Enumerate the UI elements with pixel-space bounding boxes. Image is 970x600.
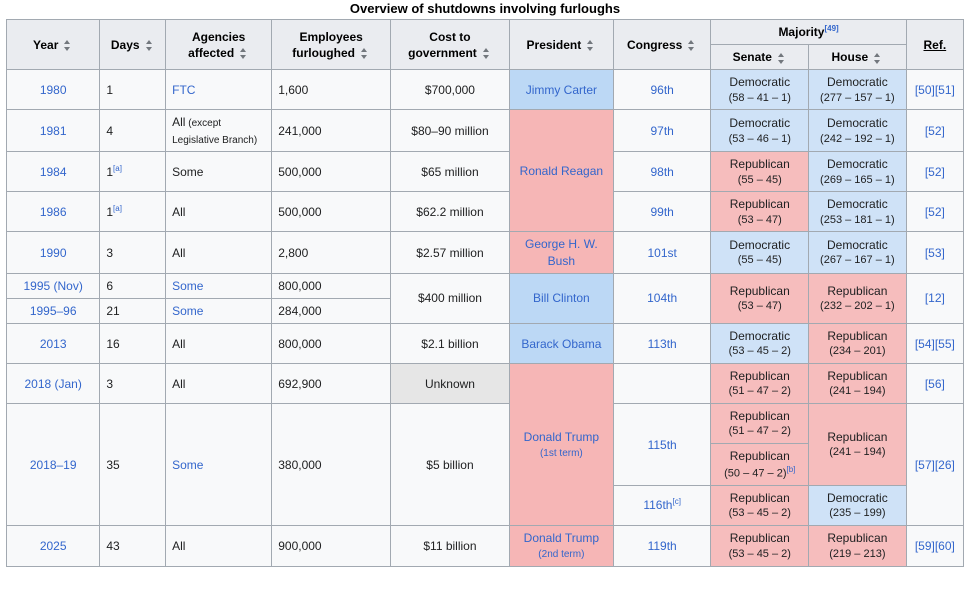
cell-employees: 800,000 [272, 273, 391, 298]
cell-ref[interactable]: [52] [906, 192, 963, 232]
col-header-cost[interactable]: Cost to government [391, 20, 510, 70]
cell-days: 43 [100, 526, 166, 567]
cell-agencies: Some [166, 152, 272, 192]
cell-president[interactable]: Ronald Reagan [509, 110, 613, 232]
col-header-employees[interactable]: Employees furloughed [272, 20, 391, 70]
cell-agencies: All [166, 232, 272, 273]
cell-house: Republican (232 – 202 – 1) [809, 273, 907, 323]
footnote-marker[interactable]: [a] [113, 203, 122, 213]
cell-ref[interactable]: [52] [906, 110, 963, 152]
sort-icon[interactable] [776, 53, 787, 64]
cell-house: Democratic (242 – 192 – 1) [809, 110, 907, 152]
cell-cost: $5 billion [391, 404, 510, 526]
cell-house: Democratic (269 – 165 – 1) [809, 152, 907, 192]
cell-congress[interactable]: 96th [613, 70, 711, 110]
footnote-marker[interactable]: [b] [786, 464, 796, 474]
cell-senate: Republican (53 – 47) [711, 273, 809, 323]
cell-days: 3 [100, 364, 166, 404]
cell-days: 4 [100, 110, 166, 152]
cell-senate: Republican (55 – 45) [711, 152, 809, 192]
cell-agencies[interactable]: Some [166, 404, 272, 526]
cell-congress[interactable]: 104th [613, 273, 711, 323]
cell-employees: 380,000 [272, 404, 391, 526]
cell-house: Democratic (277 – 157 – 1) [809, 70, 907, 110]
cell-employees: 900,000 [272, 526, 391, 567]
cell-president[interactable]: Donald Trump (2nd term) [509, 526, 613, 567]
cell-senate: Democratic (55 – 45) [711, 232, 809, 273]
cell-ref[interactable]: [54][55] [906, 324, 963, 364]
cell-president[interactable]: Bill Clinton [509, 273, 613, 323]
cell-year[interactable]: 1995–96 [7, 299, 100, 324]
cell-cost: $400 million [391, 273, 510, 323]
cell-senate: Republican (51 – 47 – 2) [711, 404, 809, 444]
cell-senate: Republican (50 – 47 – 2)[b] [711, 444, 809, 486]
cell-employees: 692,900 [272, 364, 391, 404]
cell-congress[interactable]: 99th [613, 192, 711, 232]
cell-employees: 284,000 [272, 299, 391, 324]
cell-days: 1 [100, 70, 166, 110]
cell-year[interactable]: 1986 [7, 192, 100, 232]
cell-congress[interactable]: 119th [613, 526, 711, 567]
cell-agencies: All [166, 324, 272, 364]
cell-president[interactable]: Jimmy Carter [509, 70, 613, 110]
cell-days: 1[a] [100, 192, 166, 232]
cell-congress[interactable]: 98th [613, 152, 711, 192]
cell-employees: 241,000 [272, 110, 391, 152]
cell-president[interactable]: Barack Obama [509, 324, 613, 364]
cell-ref[interactable]: [56] [906, 364, 963, 404]
cell-ref[interactable]: [12] [906, 273, 963, 323]
president-term: (2nd term) [538, 549, 585, 561]
sort-icon[interactable] [686, 40, 697, 51]
cell-agencies[interactable]: Some [166, 273, 272, 298]
cell-year[interactable]: 1981 [7, 110, 100, 152]
table-row [7, 364, 964, 404]
cell-president[interactable]: Donald Trump (1st term) [509, 364, 613, 526]
cell-senate: Democratic (53 – 45 – 2) [711, 324, 809, 364]
cell-year[interactable]: 2018–19 [7, 404, 100, 526]
table-row [7, 192, 964, 232]
cell-senate: Republican (53 – 45 – 2) [711, 526, 809, 567]
cell-congress[interactable]: 97th [613, 110, 711, 152]
cell-cost: $11 billion [391, 526, 510, 567]
cell-employees: 500,000 [272, 192, 391, 232]
cell-house: Republican (241 – 194) [809, 404, 907, 486]
cell-year[interactable]: 1980 [7, 70, 100, 110]
cell-cost: $2.57 million [391, 232, 510, 273]
cell-cost: Unknown [391, 364, 510, 404]
table-row [7, 324, 964, 364]
table-row [7, 404, 964, 444]
cell-congress [613, 364, 711, 404]
cell-house: Democratic (267 – 167 – 1) [809, 232, 907, 273]
footnote-marker[interactable]: [a] [113, 163, 122, 173]
cell-days: 21 [100, 299, 166, 324]
table-row [7, 152, 964, 192]
col-header-president[interactable]: President [509, 20, 613, 70]
cell-year[interactable]: 1990 [7, 232, 100, 273]
cell-year[interactable]: 1984 [7, 152, 100, 192]
cell-president[interactable]: George H. W. Bush [509, 232, 613, 273]
cell-house: Democratic (253 – 181 – 1) [809, 192, 907, 232]
sort-icon[interactable] [62, 40, 73, 51]
table-row [7, 526, 964, 567]
cell-senate: Republican (53 – 45 – 2) [711, 486, 809, 526]
sort-icon[interactable] [359, 48, 370, 59]
col-header-ref: Ref. [906, 20, 963, 70]
cell-cost: $62.2 million [391, 192, 510, 232]
cell-days: 3 [100, 232, 166, 273]
cell-senate: Democratic (58 – 41 – 1) [711, 70, 809, 110]
cell-house: Democratic (235 – 199) [809, 486, 907, 526]
cell-ref[interactable]: [59][60] [906, 526, 963, 567]
cell-year[interactable]: 1995 (Nov) [7, 273, 100, 298]
sort-icon[interactable] [585, 40, 596, 51]
cell-agencies[interactable]: Some [166, 299, 272, 324]
col-header-majority: Majority[49] [711, 20, 906, 45]
cell-ref[interactable]: [50][51] [906, 70, 963, 110]
cell-ref[interactable]: [52] [906, 152, 963, 192]
cell-congress[interactable]: 101st [613, 232, 711, 273]
president-term: (1st term) [539, 447, 583, 459]
sort-icon[interactable] [144, 40, 155, 51]
table-row [7, 110, 964, 152]
cell-senate: Republican (53 – 47) [711, 192, 809, 232]
cell-cost: $2.1 billion [391, 324, 510, 364]
cell-agencies: All (except Legislative Branch) [166, 110, 272, 152]
cell-senate: Democratic (53 – 46 – 1) [711, 110, 809, 152]
reference-marker[interactable]: [49] [824, 24, 839, 33]
cell-employees: 2,800 [272, 232, 391, 273]
col-header-year[interactable]: Year [7, 20, 100, 70]
col-header-senate[interactable]: Senate [711, 45, 809, 70]
shutdowns-table [6, 19, 964, 567]
table-row [7, 232, 964, 273]
col-header-congress[interactable]: Congress [613, 20, 711, 70]
cell-congress[interactable]: 115th [613, 404, 711, 486]
cell-year[interactable]: 2013 [7, 324, 100, 364]
cell-days: 16 [100, 324, 166, 364]
cell-agencies[interactable]: FTC [166, 70, 272, 110]
cell-days: 6 [100, 273, 166, 298]
col-header-house[interactable]: House [809, 45, 907, 70]
cell-congress[interactable]: 113th [613, 324, 711, 364]
cell-congress[interactable]: 116th[c] [613, 486, 711, 526]
cell-year[interactable]: 2018 (Jan) [7, 364, 100, 404]
cell-cost: $65 million [391, 152, 510, 192]
table-caption: Overview of shutdowns involving furloughs [349, 1, 621, 16]
cell-agencies: All [166, 364, 272, 404]
table-header-row [7, 20, 964, 45]
cell-ref[interactable]: [53] [906, 232, 963, 273]
sort-icon[interactable] [238, 48, 249, 59]
cell-employees: 500,000 [272, 152, 391, 192]
sort-icon[interactable] [872, 53, 883, 64]
cell-senate: Republican (51 – 47 – 2) [711, 364, 809, 404]
cell-days: 35 [100, 404, 166, 526]
cell-year[interactable]: 2025 [7, 526, 100, 567]
cell-ref[interactable]: [57][26] [906, 404, 963, 526]
cell-days: 1[a] [100, 152, 166, 192]
cell-cost: $80–90 million [391, 110, 510, 152]
cell-agencies: All [166, 192, 272, 232]
cell-house: Republican (219 – 213) [809, 526, 907, 567]
cell-employees: 800,000 [272, 324, 391, 364]
cell-house: Republican (234 – 201) [809, 324, 907, 364]
cell-house: Republican (241 – 194) [809, 364, 907, 404]
table-row [7, 273, 964, 298]
col-header-days[interactable]: Days [100, 20, 166, 70]
sort-icon[interactable] [481, 48, 492, 59]
cell-cost: $700,000 [391, 70, 510, 110]
table-row [7, 70, 964, 110]
cell-agencies: All [166, 526, 272, 567]
col-header-agencies[interactable]: Agencies affected [166, 20, 272, 70]
footnote-marker[interactable]: [c] [672, 497, 681, 507]
cell-employees: 1,600 [272, 70, 391, 110]
